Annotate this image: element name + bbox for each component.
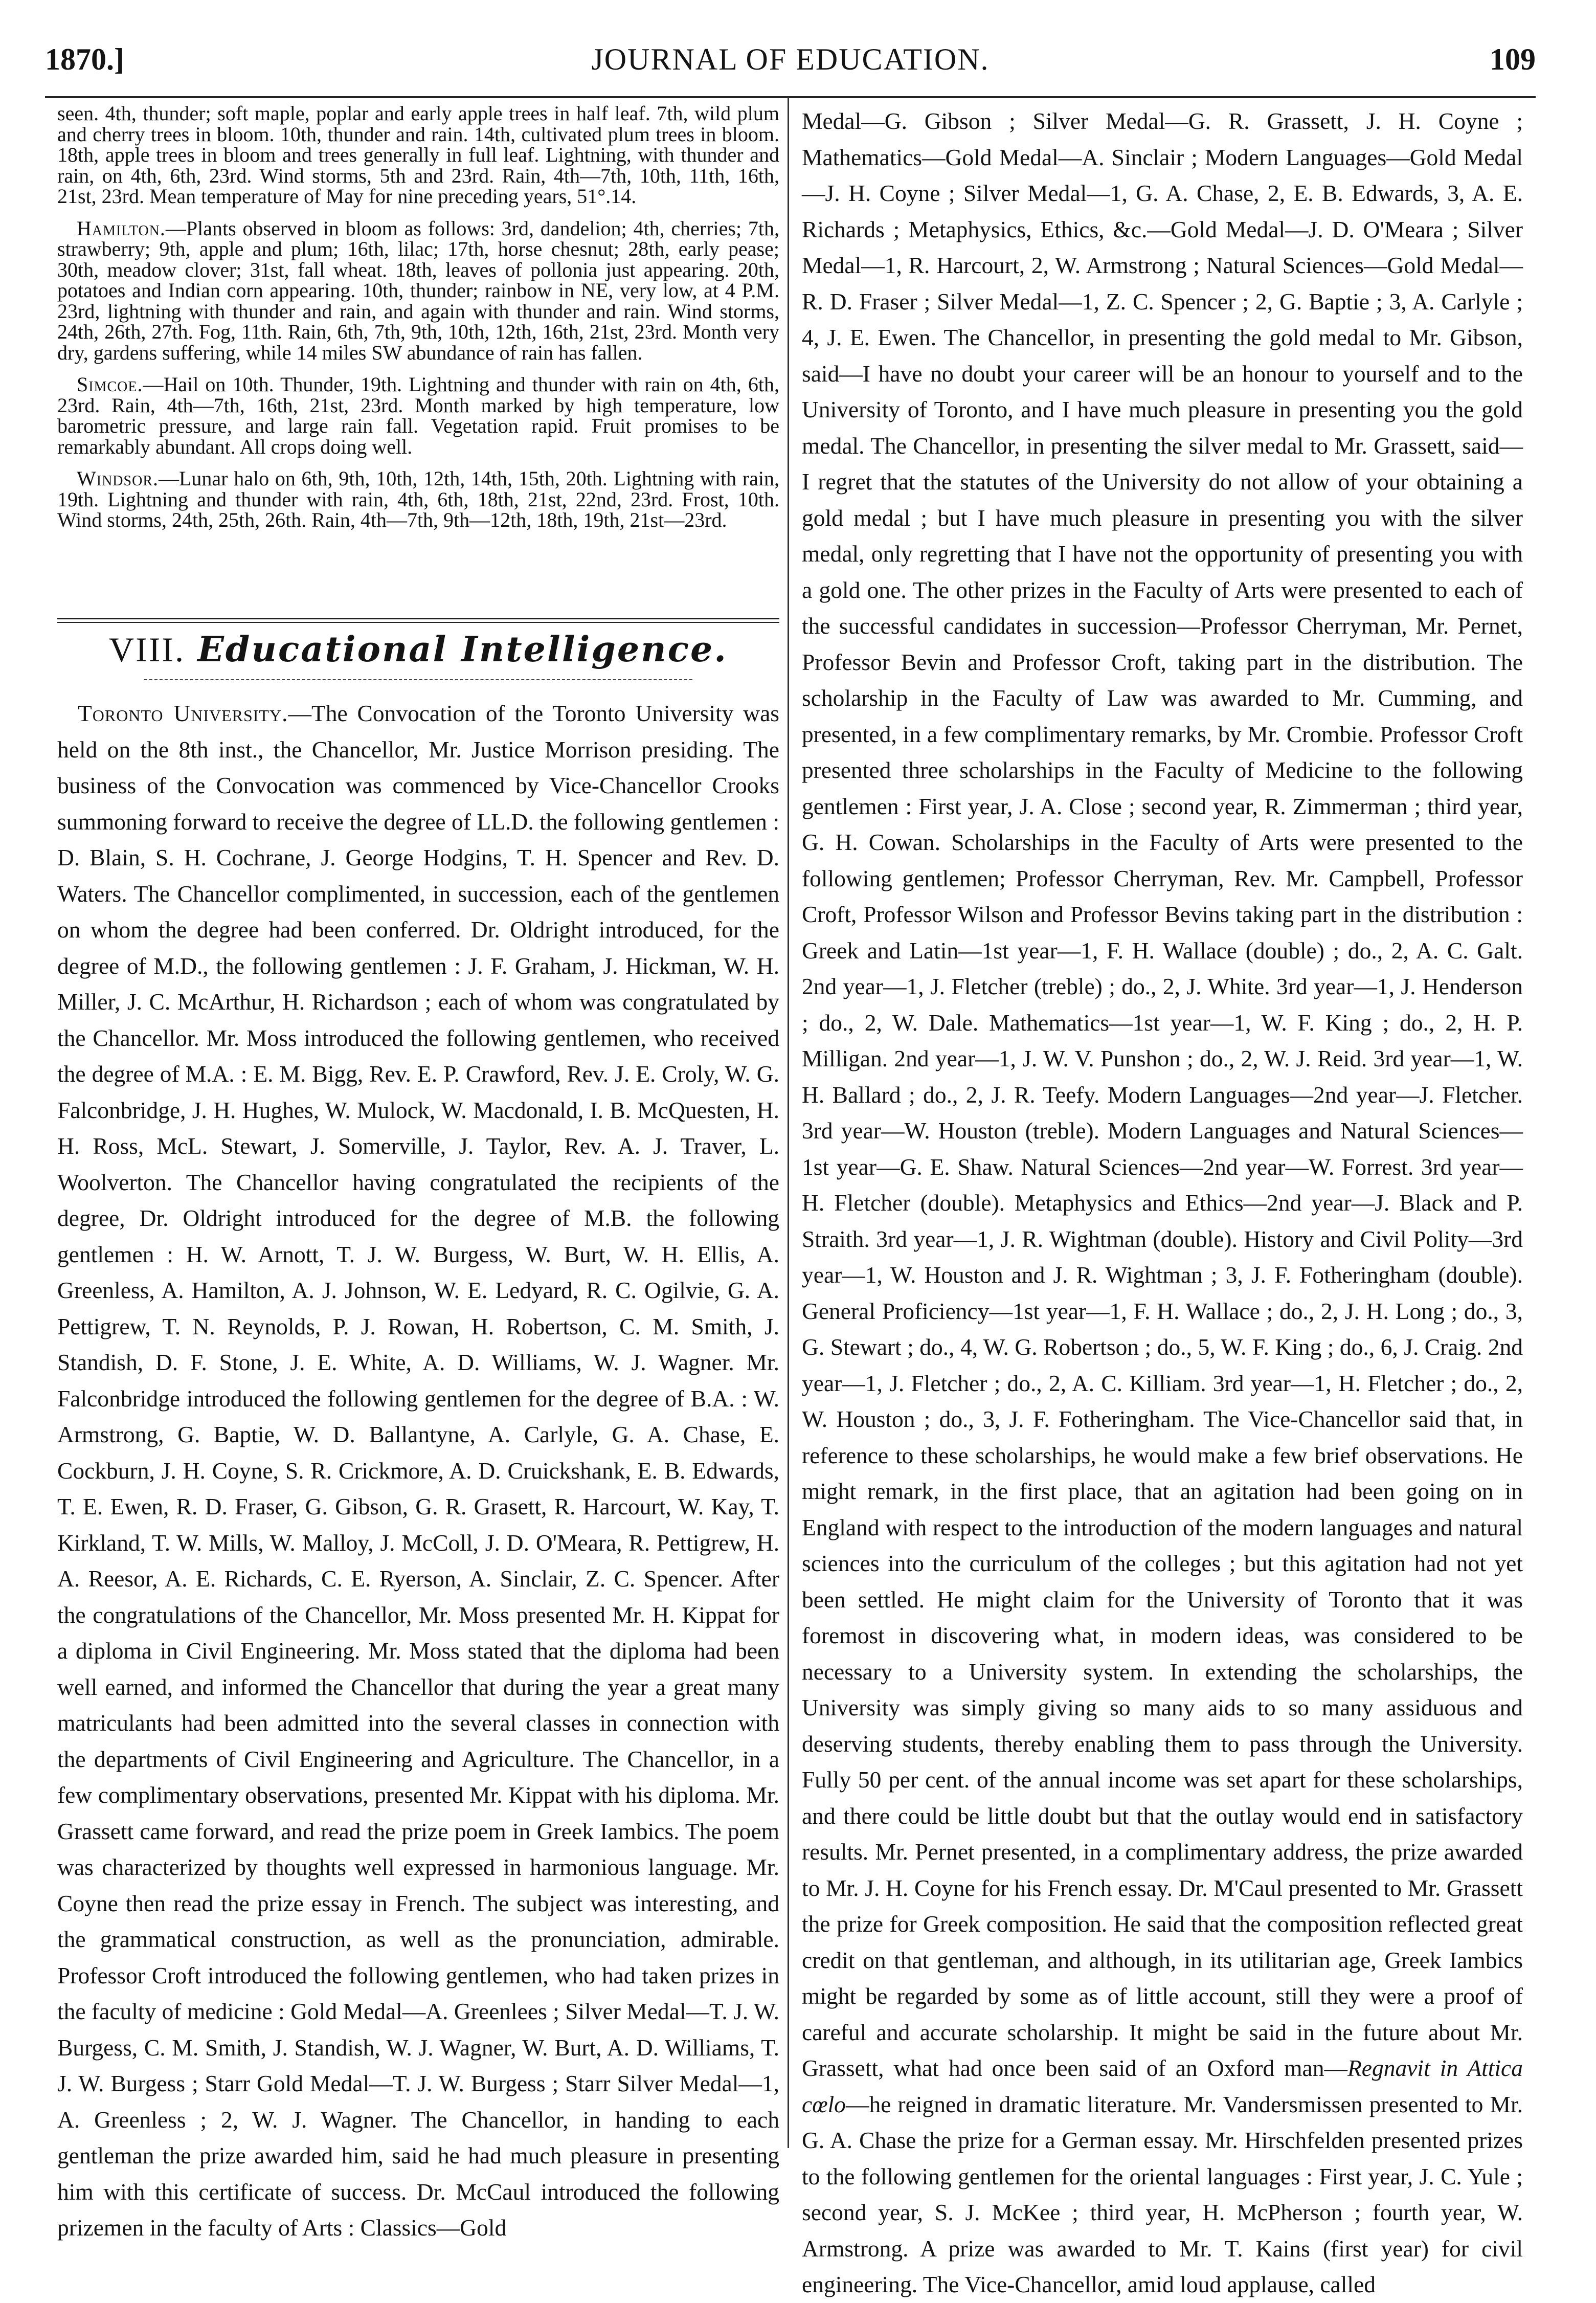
article-text: —he reigned in dramatic literature. Mr. Vandersmissen presented to Mr. G. A. Chase the prize for a German essay. Mr. Hirschfelden presented prizes to the following gentlemen for the oriental languages : First year, J. C. Yule ; second year, S. J. McKee ; third year, H. McPherson ; fourth year, W. Armstrong. A prize was awarded to Mr. T. Kains (first year) for civil engineering. The Vice-Chancellor, amid loud applause, called bbox=[802, 2091, 1523, 2297]
report-continuation: seen. 4th, thunder; soft maple, poplar and early apple trees in half leaf. 7th, wild plum and cherry trees in bloom. 10th, thunder and rain. 14th, cultivated plum trees in bloom. 18th, apple trees in bloom and trees generally in full leaf. Lightning, with thunder and rain, on 4th, 6th, 23rd. Wind storms, 5th and 23rd. Rain, 4th—7th, 10th, 11th, 16th, 21st, 23rd. Mean temperature of May for nine preceding years, 51°.14. bbox=[57, 102, 779, 208]
section-title: Educational Intelligence. bbox=[197, 629, 728, 670]
section-rule-top-thin bbox=[57, 622, 779, 623]
page-number: 109 bbox=[1490, 42, 1536, 76]
report-simcoe bbox=[57, 374, 779, 457]
header-rule bbox=[45, 96, 1536, 98]
article-column-left bbox=[57, 696, 779, 2246]
running-head bbox=[45, 42, 1536, 83]
report-text: —Lunar halo on 6th, 9th, 10th, 12th, 14th, 15th, 20th. Lightning with rain, 19th. Lightning and thunder with rain, 4th, 6th, 18th, 21st, 22nd, 23rd. Frost, 10th. Wind storms, 24th, 25th, 26th. Rain, 4th—7th, 9th—12th, 18th, 19th, 21st—23rd. bbox=[57, 467, 779, 531]
section-rule-bottom bbox=[144, 679, 692, 680]
report-place: Hamilton. bbox=[77, 216, 166, 240]
article-column-right bbox=[802, 103, 1523, 2303]
report-place: Simcoe. bbox=[77, 373, 143, 396]
latin-quote: Regnavit in Attica cœlo bbox=[802, 2055, 1523, 2117]
article-continuation bbox=[802, 103, 1523, 2303]
journal-title: JOURNAL OF EDUCATION. bbox=[591, 42, 990, 76]
meteorology-reports bbox=[57, 103, 779, 531]
report-place: Windsor. bbox=[77, 467, 159, 490]
header-year: 1870.] bbox=[45, 42, 124, 76]
section-heading-band bbox=[57, 613, 779, 684]
article-lead: Toronto University. bbox=[78, 700, 288, 726]
article-text: —The Convocation of the Toronto University was held on the 8th inst., the Chancellor, Mr. Justice Morrison presiding. The business of the Convocation was commenced by Vice-Chancellor Crooks summoning forward to receive the degree of LL.D. the following gentlemen : D. Blain, S. H. Cochrane, J. George Hodgins, T. H. Spencer and Rev. D. Waters. The Chancellor complimented, in succession, each of the gentlemen on whom the degree had been conferred. Dr. Oldright introduced, for the degree of M.D., the following gentlemen : J. F. Graham, J. Hickman, W. H. Miller, J. C. McArthur, H. Richardson ; each of whom was congratulated by the Chancellor. Mr. Moss introduced the following gentlemen, who received the degree of M.A. : E. M. Bigg, Rev. E. P. Crawford, Rev. J. E. Croly, W. G. Falconbridge, J. H. Hughes, W. Mulock, W. Macdonald, I. B. McQuesten, H. H. Ross, McL. Stewart, J. Somerville, J. Taylor, Rev. A. J. Traver, L. Woolverton. The Chancellor having congratulated the recipients of the degree, Dr. Oldright introduced for the degree of M.B. the following gentlemen : H. W. Arnott, T. J. W. Burgess, W. Burt, W. H. Ellis, A. Greenless, A. Hamilton, A. J. Johnson, W. E. Ledyard, R. C. Ogilvie, G. A. Pettigrew, T. N. Reynolds, P. J. Rowan, H. Robertson, C. M. Smith, J. Standish, D. F. Stone, J. E. White, A. D. Williams, W. J. Wagner. Mr. Falconbridge introduced the following gentlemen for the degree of B.A. : W. Armstrong, G. Baptie, W. D. Ballantyne, A. Carlyle, G. A. Chase, E. Cockburn, J. H. Coyne, S. R. Crickmore, A. D. Cruickshank, E. B. Edwards, T. E. Ewen, R. D. Fraser, G. Gibson, G. R. Grasett, R. Harcourt, W. Kay, T. Kirkland, T. W. Mills, W. Malloy, J. McColl, J. D. O'Meara, R. Pettigrew, H. A. Reesor, A. E. Richards, C. E. Ryerson, A. Sinclair, Z. C. Spencer. After the congratulations of the Chancellor, Mr. Moss presented Mr. H. Kippat for a diploma in Civil Engineering. Mr. Moss stated that the diploma had been well earned, and informed the Chancellor that during the year a great many matriculants had been admitted into the several classes in connection with the departments of Civil Engineering and Agriculture. The Chancellor, in a few complimentary observations, presented Mr. Kippat with his diploma. Mr. Grassett came forward, and read the prize poem in Greek Iambics. The poem was characterized by thoughts well expressed in harmonious language. Mr. Coyne then read the prize essay in French. The subject was interesting, and the grammatical construction, as well as the pronunciation, admirable. Professor Croft introduced the following gentlemen, who had taken prizes in the faculty of medicine : Gold Medal—A. Greenlees ; Silver Medal—T. J. W. Burgess, C. M. Smith, J. Standish, W. J. Wagner, W. Burt, A. D. Williams, T. J. W. Burgess ; Starr Gold Medal—T. J. W. Burgess ; Starr Silver Medal—1, A. Greenless ; 2, W. J. Wagner. The Chancellor, in handing to each gentleman the prize awarded him, said he had much pleasure in presenting him with this certificate of success. Dr. McCaul introduced the following prizemen in the faculty of Arts : Classics—Gold bbox=[57, 700, 779, 2241]
report-hamilton bbox=[57, 218, 779, 364]
report-windsor bbox=[57, 468, 779, 531]
report-text: —Plants observed in bloom as follows: 3rd, dandelion; 4th, cherries; 7th, strawberry; 9th, apple and plum; 16th, lilac; 17th, horse chesnut; 28th, early pease; 30th, meadow clover; 31st, fall wheat. 18th, leaves of pollonia just appearing. 20th, potatoes and Indian corn appearing. 10th, thunder; rainbow in NE, very low, at 4 P.M. 23rd, lightning with thunder and rain, and again with thunder and rain. Wind storms, 24th, 26th, 27th. Fog, 11th. Rain, 6th, 7th, 9th, 10th, 12th, 16th, 21st, 23rd. Month very dry, gardens suffering, while 14 miles SW abundance of rain has fallen. bbox=[57, 216, 779, 364]
section-rule-top bbox=[57, 618, 779, 619]
report-text: —Hail on 10th. Thunder, 19th. Lightning and thunder with rain on 4th, 6th, 23rd. Rain, 4th—7th, 16th, 21st, 23rd. Month marked by high temperature, low barometric pressure, and large rain fall. Vegetation rapid. Fruit promises to be remarkably abundant. All crops doing well. bbox=[57, 373, 779, 458]
article-text: Medal—G. Gibson ; Silver Medal—G. R. Grassett, J. H. Coyne ; Mathematics—Gold Medal—A. Sinclair ; Modern Languages—Gold Medal—J. H. Coyne ; Silver Medal—1, G. A. Chase, 2, E. B. Edwards, 3, A. E. Richards ; Metaphysics, Ethics, &c.—Gold Medal—J. D. O'Meara ; Silver Medal—1, R. Harcourt, 2, W. Armstrong ; Natural Sciences—Gold Medal—R. D. Fraser ; Silver Medal—1, Z. C. Spencer ; 2, G. Baptie ; 3, A. Carlyle ; 4, J. E. Ewen. The Chancellor, in presenting the gold medal to Mr. Gibson, said—I have no doubt your career will be an honour to yourself and to the University of Toronto, and I have much pleasure in presenting you the gold medal. The Chancellor, in presenting the silver medal to Mr. Grassett, said—I regret that the statutes of the University do not allow of your obtaining a gold medal ; but I have much pleasure in presenting you with the silver medal, only regretting that I have not the opportunity of presenting you with a gold one. The other prizes in the Faculty of Arts were presented to each of the successful candidates in succession—Professor Cherryman, Mr. Pernet, Professor Bevin and Professor Croft, taking part in the distribution. The scholarship in the Faculty of Law was awarded to Mr. Cumming, and presented, in a few complimentary remarks, by Mr. Crombie. Professor Croft presented three scholarships in the Faculty of Medicine to the following gentlemen : First year, J. A. Close ; second year, R. Zimmerman ; third year, G. H. Cowan. Scholarships in the Faculty of Arts were presented to the following gentlemen; Professor Cherryman, Rev. Mr. Campbell, Professor Croft, Professor Wilson and Professor Bevins taking part in the distribution : Greek and Latin—1st year—1, F. H. Wallace (double) ; do., 2, A. C. Galt. 2nd year—1, J. Fletcher (treble) ; do., 2, J. White. 3rd year—1, J. Henderson ; do., 2, W. Dale. Mathematics—1st year—1, W. F. King ; do., 2, H. P. Milligan. 2nd year—1, J. W. V. Punshon ; do., 2, W. J. Reid. 3rd year—1, W. H. Ballard ; do., 2, J. R. Teefy. Modern Languages—2nd year—J. Fletcher. 3rd year—W. Houston (treble). Modern Languages and Natural Sciences—1st year—G. E. Shaw. Natural Sciences—2nd year—W. Forrest. 3rd year—H. Fletcher (double). Metaphysics and Ethics—2nd year—J. Black and P. Straith. 3rd year—1, J. R. Wightman (double). History and Civil Polity—3rd year—1, W. Houston and J. R. Wightman ; 3, J. F. Fotheringham (double). General Proficiency—1st year—1, F. H. Wallace ; do., 2, J. H. Long ; do., 3, G. Stewart ; do., 4, W. G. Robertson ; do., 5, W. F. King ; do., 6, J. Craig. 2nd year—1, J. Fletcher ; do., 2, A. C. Killiam. 3rd year—1, H. Fletcher ; do., 2, W. Houston ; do., 3, J. F. Fotheringham. The Vice-Chancellor said that, in reference to these scholarships, he would make a few brief observations. He might remark, in the first place, that an agitation had been going on in England with respect to the introduction of the modern languages and natural sciences into the curriculum of the colleges ; but this agitation had not yet been settled. He might claim for the University of Toronto that it was foremost in discovering what, in modern ideas, was considered to be necessary to a University system. In extending the scholarships, the University was simply giving so many aids to so many assiduous and deserving students, thereby enabling them to pass through the University. Fully 50 per cent. of the annual income was set apart for these scholarships, and there could be little doubt but that the outlay would end in satisfactory results. Mr. Pernet presented, in a complimentary address, the prize awarded to Mr. J. H. Coyne for his French essay. Dr. M'Caul presented to Mr. Grassett the prize for Greek composition. He said that the composition reflected great credit on that gentleman, and although, in its utilitarian age, Greek Iambics might be regarded by some as of little account, still they were a proof of careful and accurate scholarship. It might be said in the future about Mr. Grassett, what had once been said of an Oxford man— bbox=[802, 108, 1523, 2081]
section-number: VIII. bbox=[109, 630, 186, 669]
section-heading bbox=[57, 629, 779, 670]
article-paragraph bbox=[57, 696, 779, 2246]
column-divider bbox=[788, 97, 789, 2148]
